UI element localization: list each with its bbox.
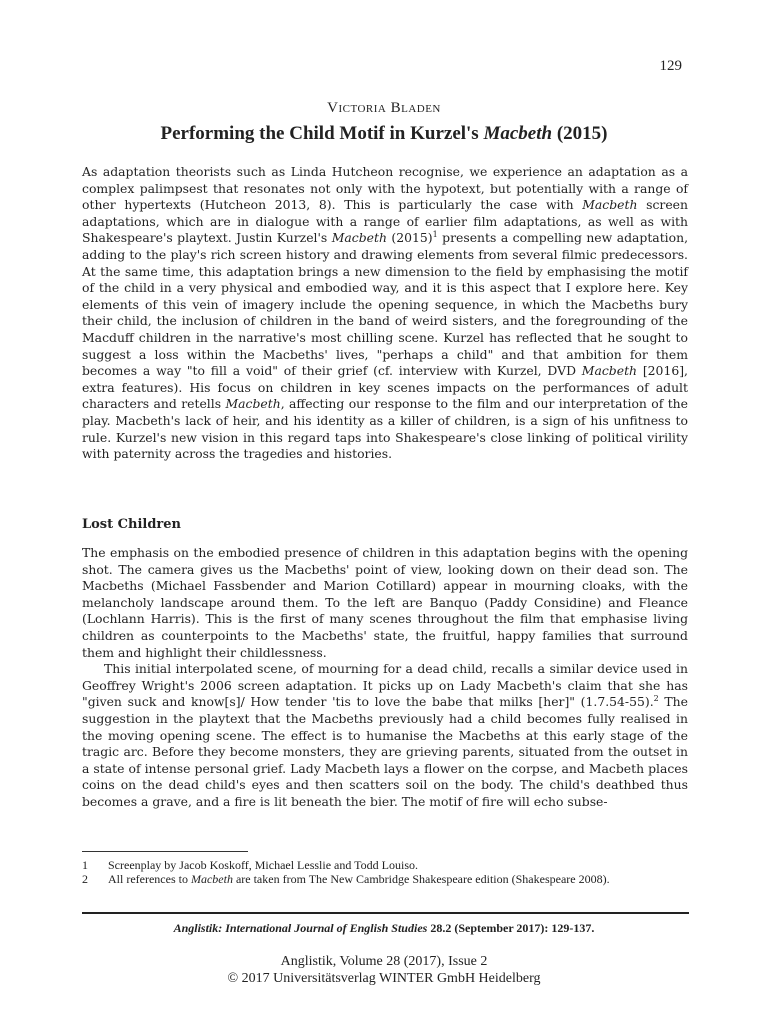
footnote-number: 1	[82, 858, 88, 872]
footnote-1	[82, 858, 688, 872]
page-number: 129	[659, 58, 682, 74]
footnote-ref-1: 1	[432, 230, 438, 240]
colophon-copyright: © 2017 Universitätsverlag WINTER GmbH Heidelberg	[227, 971, 541, 986]
body-paragraph-1: As adaptation theorists such as Linda Hutcheon recognise, we experience an adaptation as a complex palimpsest that resonates not only with the hypotext, but potentially with a range of other hypertexts (Hutcheon 2013, 8). This is particularly the case with Macbeth screen adaptations, which are in dialogue with a range of earlier film adaptations, as well as with Shakespeare's playtext. Justin Kurzel's Macbeth $(2015)^1$ presents a compelling new adaptation, adding to the play's rich screen history and drawing elements from several filmic predecessors. At the same time, this adaptation brings a new dimension to the field by emphasising the motif of the child in a very physical and embodied way, and it is this aspect that I explore here. Key elements of this vein of imagery include the opening sequence, in which the Macbeths bury their child, the inclusion of children in the band of weird sisters, and the foregrounding of the Macduff children in the narrative's most chilling scene. Kurzel has reflected that he sought to suggest a loss within the Macbeths' lives, "perhaps a child" and that ambition for them becomes a way "to fill a void" of their grief (cf. interview with Kurzel, DVD Macbeth [2016], extra features). His focus on children in key scenes impacts on the performances of adult characters and retells Macbeth, affecting our response to the film and our interpretation of the play. Macbeth's lack of heir, and his identity as a killer of children, is a sign of his unfitness to rule. Kurzel's new vision in this regard taps into Shakespeare's close linking of political virility with paternity across the tragedies and histories.	[82, 164, 689, 462]
article-title: Performing the Child Motif in Kurzel's Macbeth (2015)	[160, 123, 608, 144]
author-name: Victoria Bladen	[327, 100, 441, 116]
footnote-text: Screenplay by Jacob Koskoff, Michael Lesslie and Todd Louiso.	[108, 858, 418, 872]
footnote-2	[82, 872, 688, 886]
body-paragraph-3: This initial interpolated scene, of mourning for a dead child, recalls a similar device used in Geoffrey Wright's 2006 screen adaptation. It picks up on Lady Macbeth's claim that she has "given suck and know[s]/ How tender 'tis to love the babe that milks [her]" (1.7.54-55).$^2$ The suggestion in the playtext that the Macbeths previously had a child becomes fully realised in the moving opening scene. The effect is to humanise the Macbeths at this early stage of the tragic arc. Before they become monsters, they are grieving parents, situated from the outset in a state of intense personal grief. Lady Macbeth lays a flower on the corpse, and Macbeth places coins on the dead child's eyes and then scatters soil on the body. The child's deathbed thus becomes a grave, and a fire is lit beneath the bier. The motif of fire will echo subse-	[82, 661, 688, 809]
body-paragraph-2: The emphasis on the embodied presence of children in this adaptation begins with the opening shot. The camera gives us the Macbeths' point of view, looking down on their dead son. The Macbeths (Michael Fassbender and Marion Cotillard) appear in mourning cloaks, with the melancholy landscape around them. To the left are Banquo (Paddy Considine) and Fleance (Lochlann Harris). This is the first of many scenes throughout the film that emphasise living children as counterpoints to the Macbeths' state, the fruitful, happy families that surround them and highlight their childlessness.	[82, 545, 688, 660]
footnote-ref-2: 2	[653, 694, 659, 704]
footnote-text: All references to Macbeth are taken from The New Cambridge Shakespeare edition (Shakespeare 2008).	[108, 872, 610, 886]
journal-divider	[82, 912, 689, 914]
footnote-divider	[82, 851, 248, 852]
colophon	[0, 953, 768, 987]
footnotes	[82, 858, 688, 886]
colophon-volume: Anglistik, Volume 28 (2017), Issue 2	[280, 954, 488, 969]
footnote-number: 2	[82, 872, 88, 886]
body-section-lost-children	[82, 545, 688, 811]
section-heading: Lost Children	[82, 517, 181, 532]
journal-citation: Anglistik: International Journal of English Studies 28.2 (September 2017): 129-137.	[173, 921, 595, 935]
